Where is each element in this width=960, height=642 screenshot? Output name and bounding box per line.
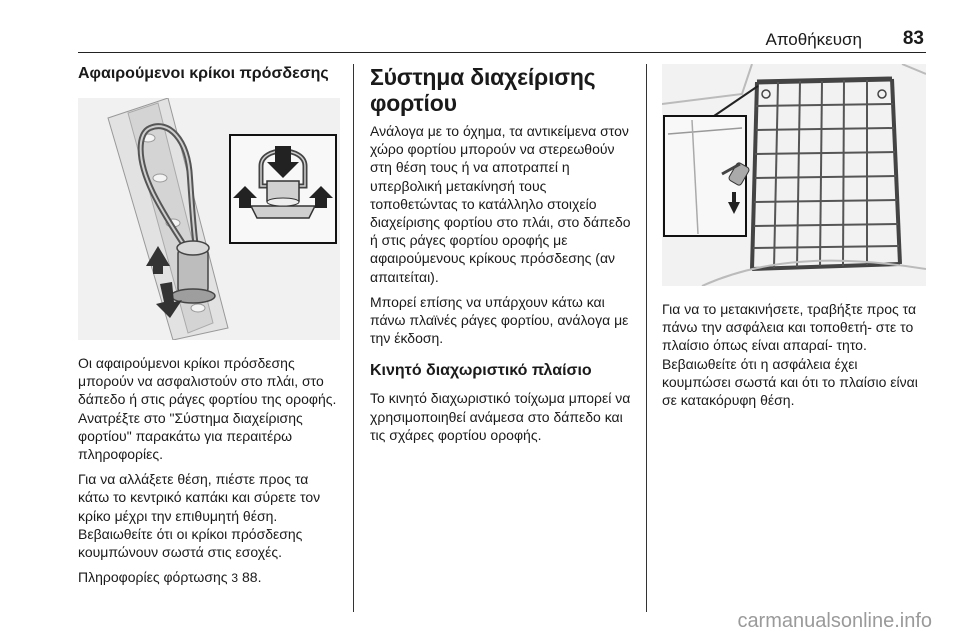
header-rule [78, 52, 926, 53]
column-divider-2 [646, 64, 647, 612]
cargo-net-illustration [662, 64, 926, 286]
tie-down-para-3 [78, 568, 340, 587]
load-management-para-1: Ανάλογα με το όχημα, τα αντικείμενα στον χώρο φορτίου μπορούν να στερεωθούν στη θέση τους ή να αποτραπεί η υπερβολική μετακίνησή τους τοποθετώντας το κατάλληλο στοιχείο διαχείρισης φορτίου στο πλάι, στο δάπεδο ή στις ράγες φορτίου οροφής με αφαιρούμενους κρίκους πρόσδεσης (αν απαιτείται). [370, 123, 631, 285]
divider-frame-heading: Κινητό διαχωριστικό πλαίσιο [370, 362, 592, 380]
page-header [78, 24, 926, 52]
tie-down-para-1: Οι αφαιρούμενοι κρίκοι πρόσδεσης μπορούν να ασφαλιστούν στο πλάι, στο δάπεδο ή στις ράγες φορτίου της οροφής. Ανατρέξτε στο "Σύστημα διαχείρισης φορτίου" παρακάτω για περαιτέρω πληροφορίες. [78, 355, 337, 463]
column-divider-1 [353, 64, 354, 612]
column-2 [370, 64, 632, 451]
press-cap-detail [231, 136, 335, 242]
section-title: Αποθήκευση [765, 30, 862, 49]
watermark: carmanualsonline.info [737, 610, 932, 632]
detail-inset [229, 134, 337, 244]
loading-info-text: Πληροφορίες φόρτωσης [78, 569, 232, 586]
load-management-para-2: Μπορεί επίσης να υπάρχουν κάτω και πάνω πλαϊνές ράγες φορτίου, ανάλογα με την έκδοση. [370, 293, 629, 347]
divider-frame-para: Το κινητό διαχωριστικό τοίχωμα μπορεί να χρησιμοποιηθεί ανάμεσα στο δάπεδο και τις σχάρες φορτίου οροφής. [370, 390, 631, 443]
divider-frame-instructions: Για να το μετακινήσετε, τραβήξτε προς τα πάνω την ασφάλεια και τοποθετή- στε το πλαίσιο όπως είναι απαραί- τητο. Βεβαιωθείτε ότι η ασφάλεια έχει κουμπώσει σωστά και ότι το πλαίσιο είναι σε κατακόρυφη θέση. [662, 301, 918, 409]
tie-down-para-2: Για να αλλάξετε θέση, πιέστε προς τα κάτω το κεντρικό καπάκι και σύρετε τον κρίκο μέχρι την επιθυμητή θέση. Βεβαιωθείτε ότι οι κρίκοι πρόσδεσης κουμπώνουν σωστά στις εσοχές. [78, 471, 321, 561]
page-number: 83 [902, 28, 924, 49]
loading-info-page-ref[interactable]: 88. [238, 569, 262, 586]
cargo-net-drawing [662, 64, 926, 286]
load-management-heading: Σύστημα διαχείρισης φορτίου [370, 64, 596, 116]
tie-down-ring-illustration [78, 98, 340, 340]
page-reference-icon: 3 [231, 571, 239, 586]
tie-down-heading: Αφαιρούμενοι κρίκοι πρόσδεσης [78, 65, 329, 82]
column-1 [78, 64, 340, 594]
column-3 [662, 64, 926, 416]
